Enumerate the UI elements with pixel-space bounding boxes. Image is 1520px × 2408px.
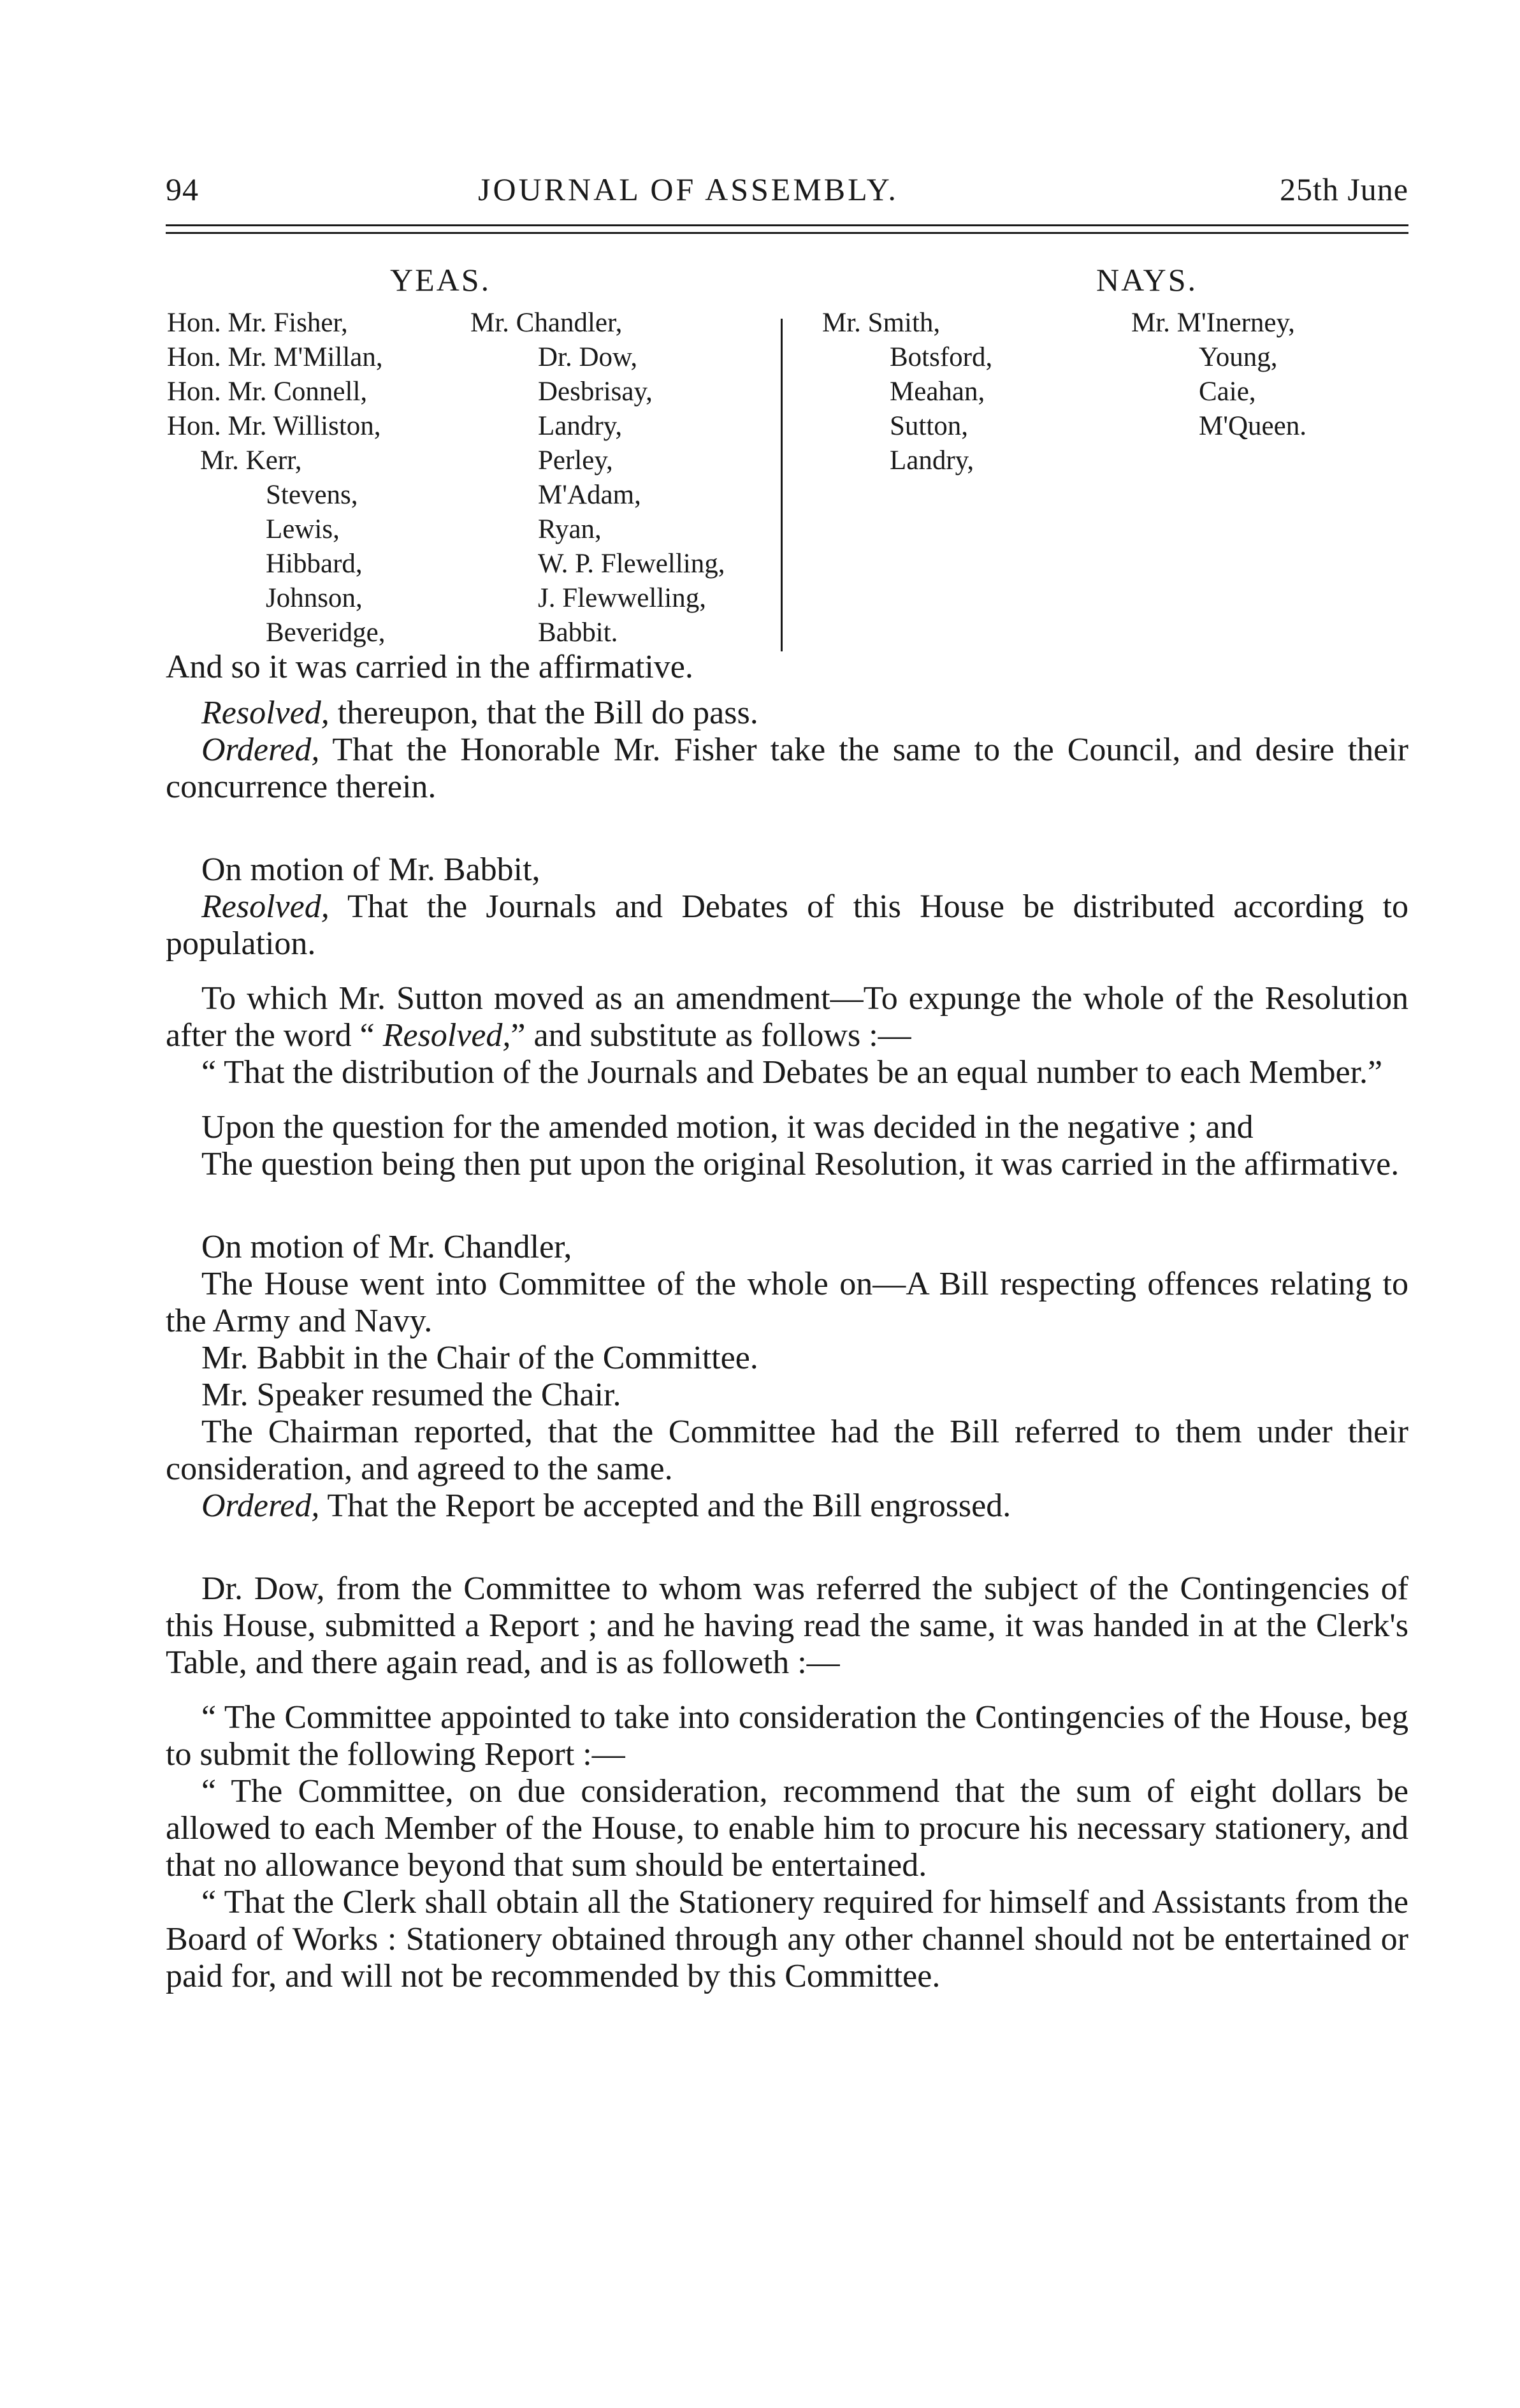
yeas-list-2 [470, 306, 725, 650]
paragraph: Dr. Dow, from the Committee to whom was referred the subject of the Contingencies of this House, submitted a Report ; and he having read the same, it was handed in at the Clerk's Table, and there again read, and is as followeth :— [166, 1570, 1408, 1681]
italic-label: Ordered, [201, 732, 320, 768]
nays-heading: NAYS. [1096, 262, 1198, 298]
paragraph: “ That the distribution of the Journals and Debates be an equal number to each Member.” [201, 1054, 1383, 1091]
page-number: 94 [166, 171, 199, 207]
list-item: Young, [1199, 342, 1278, 372]
list-item: Desbrisay, [538, 377, 653, 407]
paragraph: To which Mr. Sutton moved as an amendment—To expunge the whole of the Resolution after the word “ Resolved,” and substitute as follows :— [166, 980, 1408, 1054]
list-item: Dr. Dow, [538, 342, 638, 372]
paragraph: Ordered, That the Honorable Mr. Fisher take the same to the Council, and desire their concurrence therein. [166, 732, 1408, 805]
paragraph: “ The Committee, on due consideration, recommend that the sum of eight dollars be allowed to each Member of the House, to enable him to procure his necessary stationery, and that no allowance beyond that sum should be entertained. [166, 1773, 1408, 1883]
italic-label: Resolved, [201, 888, 329, 925]
paragraph: Upon the question for the amended motion, it was decided in the negative ; and [201, 1109, 1254, 1145]
list-item: Beveridge, [266, 618, 386, 648]
list-item: Mr. M'Inerney, [1131, 308, 1295, 338]
list-item: W. P. Flewelling, [538, 549, 725, 579]
header-rule-top [166, 224, 1408, 226]
list-item: Sutton, [890, 411, 969, 441]
list-item: Hon. Mr. Fisher, [167, 308, 348, 338]
paragraph: Mr. Babbit in the Chair of the Committee. [201, 1340, 758, 1376]
list-item: Botsford, [890, 342, 993, 372]
paragraph: And so it was carried in the affirmative. [166, 649, 693, 685]
paragraph: Resolved, thereupon, that the Bill do pass. [201, 695, 758, 731]
list-item: Hon. Mr. Connell, [167, 377, 368, 407]
nays-list-1 [822, 306, 992, 478]
list-item: Mr. Smith, [822, 308, 941, 338]
list-item: Meahan, [890, 377, 985, 407]
list-item: Hon. Mr. Williston, [167, 411, 381, 441]
paragraph: On motion of Mr. Babbit, [201, 852, 540, 888]
italic-label: Resolved, [382, 1017, 511, 1054]
list-item: Babbit. [538, 618, 618, 648]
list-item: Landry, [538, 411, 623, 441]
paragraph: “ That the Clerk shall obtain all the Stationery required for himself and Assistants from the Board of Works : Stationery obtained through any other channel should not be entertained or paid for, and will not be recommended by this Committee. [166, 1884, 1408, 1994]
page-header [166, 171, 1408, 215]
list-item: Perley, [538, 446, 613, 475]
italic-label: Ordered, [201, 1488, 320, 1524]
list-item: Hon. Mr. M'Millan, [167, 342, 383, 372]
list-item: M'Adam, [538, 480, 641, 510]
italic-label: Resolved, [201, 695, 329, 731]
paragraph: “ The Committee appointed to take into consideration the Contingencies of the House, beg to submit the following Report :— [166, 1699, 1408, 1773]
paragraph: Mr. Speaker resumed the Chair. [201, 1377, 621, 1413]
list-item: Mr. Chandler, [470, 308, 623, 338]
list-item: Stevens, [266, 480, 358, 510]
list-item: Lewis, [266, 514, 340, 544]
nays-list-2 [1131, 306, 1306, 444]
header-date: 25th June [1279, 171, 1408, 207]
running-title: JOURNAL OF ASSEMBLY. [478, 171, 899, 207]
list-item: Mr. Kerr, [200, 446, 302, 475]
journal-body [166, 649, 1408, 1995]
list-item: Ryan, [538, 514, 602, 544]
header-rule-bottom [166, 232, 1408, 234]
paragraph: Ordered, That the Report be accepted and the Bill engrossed. [201, 1488, 1011, 1524]
paragraph: The Chairman reported, that the Committee had the Bill referred to them under their consideration, and agreed to the same. [166, 1414, 1408, 1487]
paragraph: The House went into Committee of the whole on—A Bill respecting offences relating to the Army and Navy. [166, 1266, 1408, 1339]
list-item: Landry, [890, 446, 974, 475]
yeas-list-1 [167, 306, 385, 650]
paragraph: Resolved, That the Journals and Debates of this House be distributed according to population. [166, 888, 1408, 962]
list-item: Johnson, [266, 583, 363, 613]
paragraph: The question being then put upon the original Resolution, it was carried in the affirmative. [201, 1146, 1400, 1182]
list-item: M'Queen. [1199, 411, 1306, 441]
yeas-heading: YEAS. [390, 262, 491, 298]
paragraph: On motion of Mr. Chandler, [201, 1229, 572, 1265]
list-item: Caie, [1199, 377, 1256, 407]
division-divider [781, 319, 783, 651]
list-item: J. Flewwelling, [538, 583, 706, 613]
list-item: Hibbard, [266, 549, 363, 579]
